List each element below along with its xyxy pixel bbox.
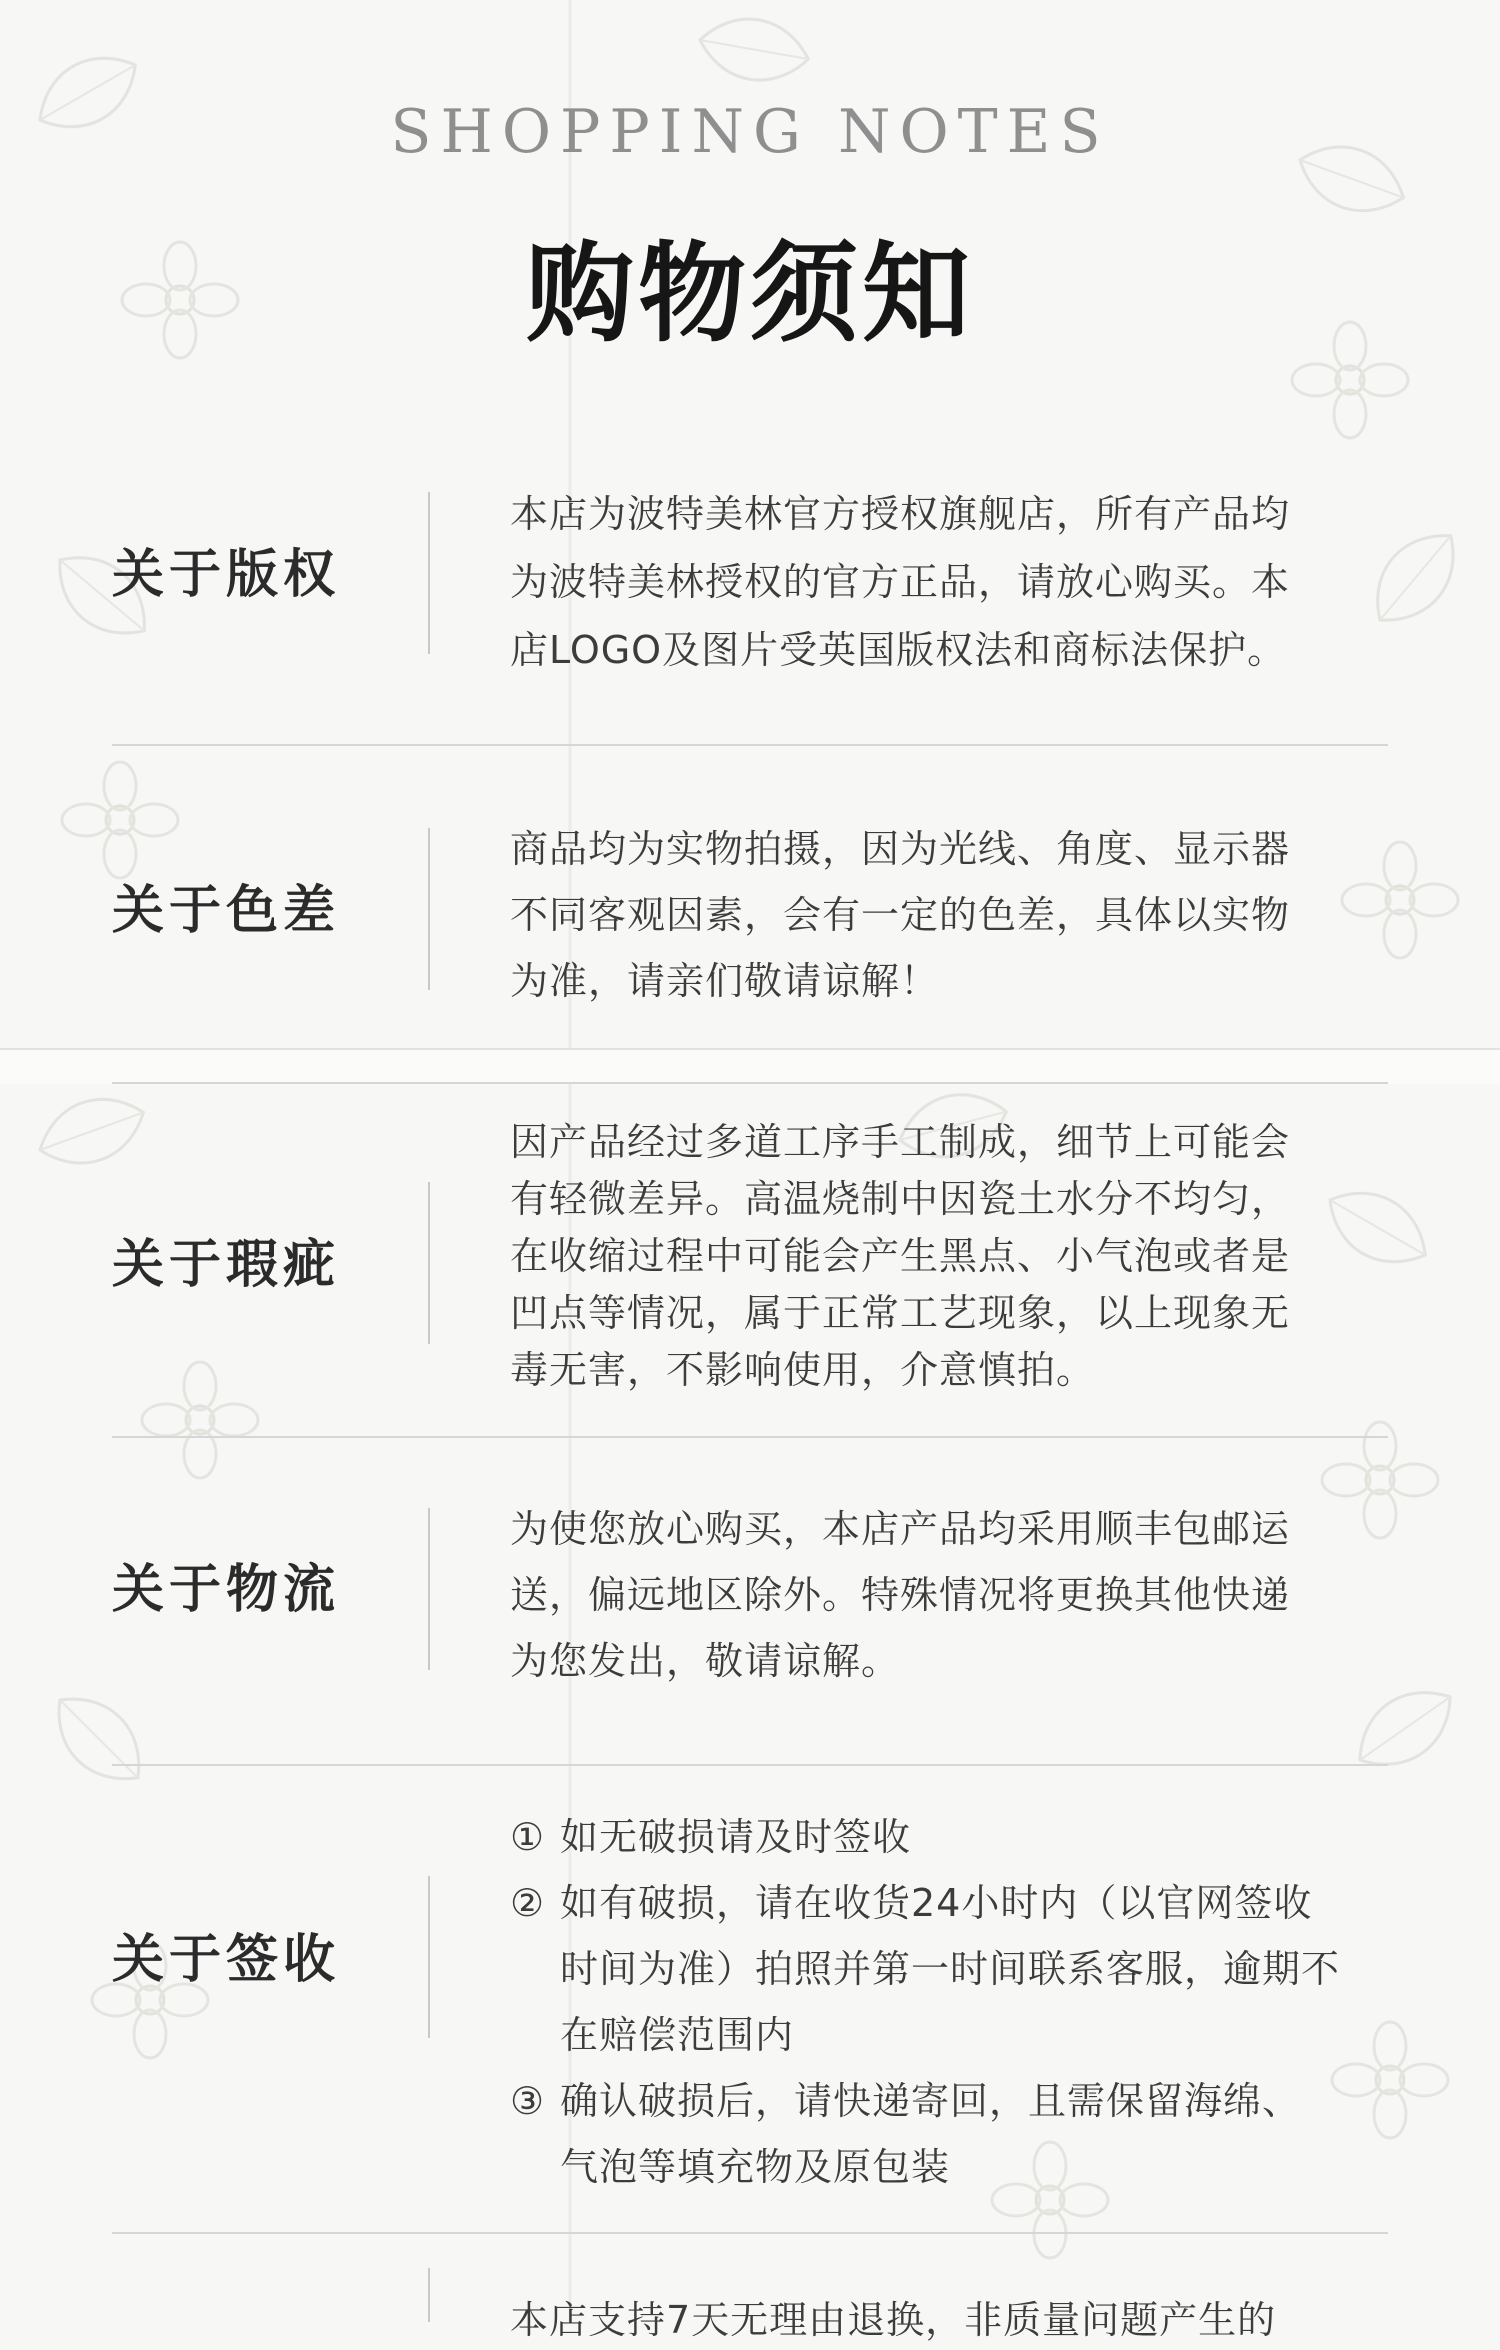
section-divider bbox=[112, 1764, 1388, 1766]
section-body bbox=[510, 1804, 1420, 2200]
body-line: 在收缩过程中可能会产生黑点、小气泡或者是 bbox=[510, 1234, 1291, 1278]
section-divider bbox=[112, 744, 1388, 746]
section-label: 关于瑕疵 bbox=[112, 1235, 341, 1295]
circled-number-3: ③ bbox=[510, 2079, 546, 2123]
section-divider bbox=[112, 1436, 1388, 1438]
body-line: 本店支持7天无理由退换，非质量问题产生的 bbox=[510, 2298, 1277, 2342]
body-line: 气泡等填充物及原包装 bbox=[560, 2145, 951, 2189]
partial-section-body bbox=[510, 2290, 1420, 2342]
page-eyebrow: SHOPPING NOTES bbox=[390, 97, 1110, 167]
body-line: 为您发出，敬请谅解。 bbox=[510, 1639, 901, 1683]
body-line: 在赔偿范围内 bbox=[560, 2013, 795, 2057]
vertical-separator bbox=[428, 828, 430, 990]
page-title: 购物须知 bbox=[525, 232, 974, 357]
body-line: 凹点等情况，属于正常工艺现象，以上现象无 bbox=[510, 1291, 1291, 1335]
section-label: 关于色差 bbox=[112, 881, 341, 941]
section-label: 关于物流 bbox=[112, 1560, 341, 1620]
section-body bbox=[510, 1114, 1420, 1399]
section-body bbox=[510, 480, 1420, 684]
body-line: 有轻微差异。高温烧制中因瓷土水分不均匀， bbox=[510, 1177, 1291, 1221]
body-line: 为波特美林授权的官方正品，请放心购买。本 bbox=[510, 560, 1291, 604]
vertical-separator bbox=[428, 492, 430, 654]
vertical-separator bbox=[428, 1182, 430, 1344]
section-divider bbox=[112, 1082, 1388, 1084]
body-line: 商品均为实物拍摄，因为光线、角度、显示器 bbox=[510, 827, 1291, 871]
circled-number-2: ② bbox=[510, 1881, 546, 1925]
body-line: 如有破损，请在收货24小时内（以官网签收 bbox=[560, 1881, 1313, 1925]
section-label: 关于签收 bbox=[112, 1930, 341, 1990]
body-line: 因产品经过多道工序手工制成，细节上可能会 bbox=[510, 1120, 1291, 1164]
vertical-separator bbox=[428, 1508, 430, 1670]
list-item bbox=[510, 1870, 1420, 2068]
section-label: 关于版权 bbox=[112, 545, 341, 605]
body-line: 本店为波特美林官方授权旗舰店，所有产品均 bbox=[510, 492, 1291, 536]
circled-number-1: ① bbox=[510, 1815, 546, 1859]
body-line: 不同客观因素，会有一定的色差，具体以实物 bbox=[510, 893, 1291, 937]
vertical-separator bbox=[428, 1876, 430, 2038]
body-line: 为使您放心购买，本店产品均采用顺丰包邮运 bbox=[510, 1507, 1291, 1551]
section-body bbox=[510, 1496, 1420, 1694]
body-line: 如无破损请及时签收 bbox=[560, 1815, 912, 1859]
image-seam bbox=[0, 1048, 1500, 1084]
section-body bbox=[510, 816, 1420, 1014]
body-line: 确认破损后，请快递寄回，且需保留海绵、 bbox=[560, 2079, 1302, 2123]
body-line: 店LOGO及图片受英国版权法和商标法保护。 bbox=[510, 628, 1287, 672]
body-line: 为准，请亲们敬请谅解！ bbox=[510, 959, 940, 1003]
list-item bbox=[510, 1804, 1420, 1870]
body-line: 送，偏远地区除外。特殊情况将更换其他快递 bbox=[510, 1573, 1291, 1617]
body-line: 时间为准）拍照并第一时间联系客服，逾期不 bbox=[560, 1947, 1341, 1991]
body-line: 毒无害，不影响使用，介意慎拍。 bbox=[510, 1348, 1096, 1392]
section-divider bbox=[112, 2232, 1388, 2234]
vertical-separator bbox=[428, 2268, 430, 2322]
list-item bbox=[510, 2068, 1420, 2200]
